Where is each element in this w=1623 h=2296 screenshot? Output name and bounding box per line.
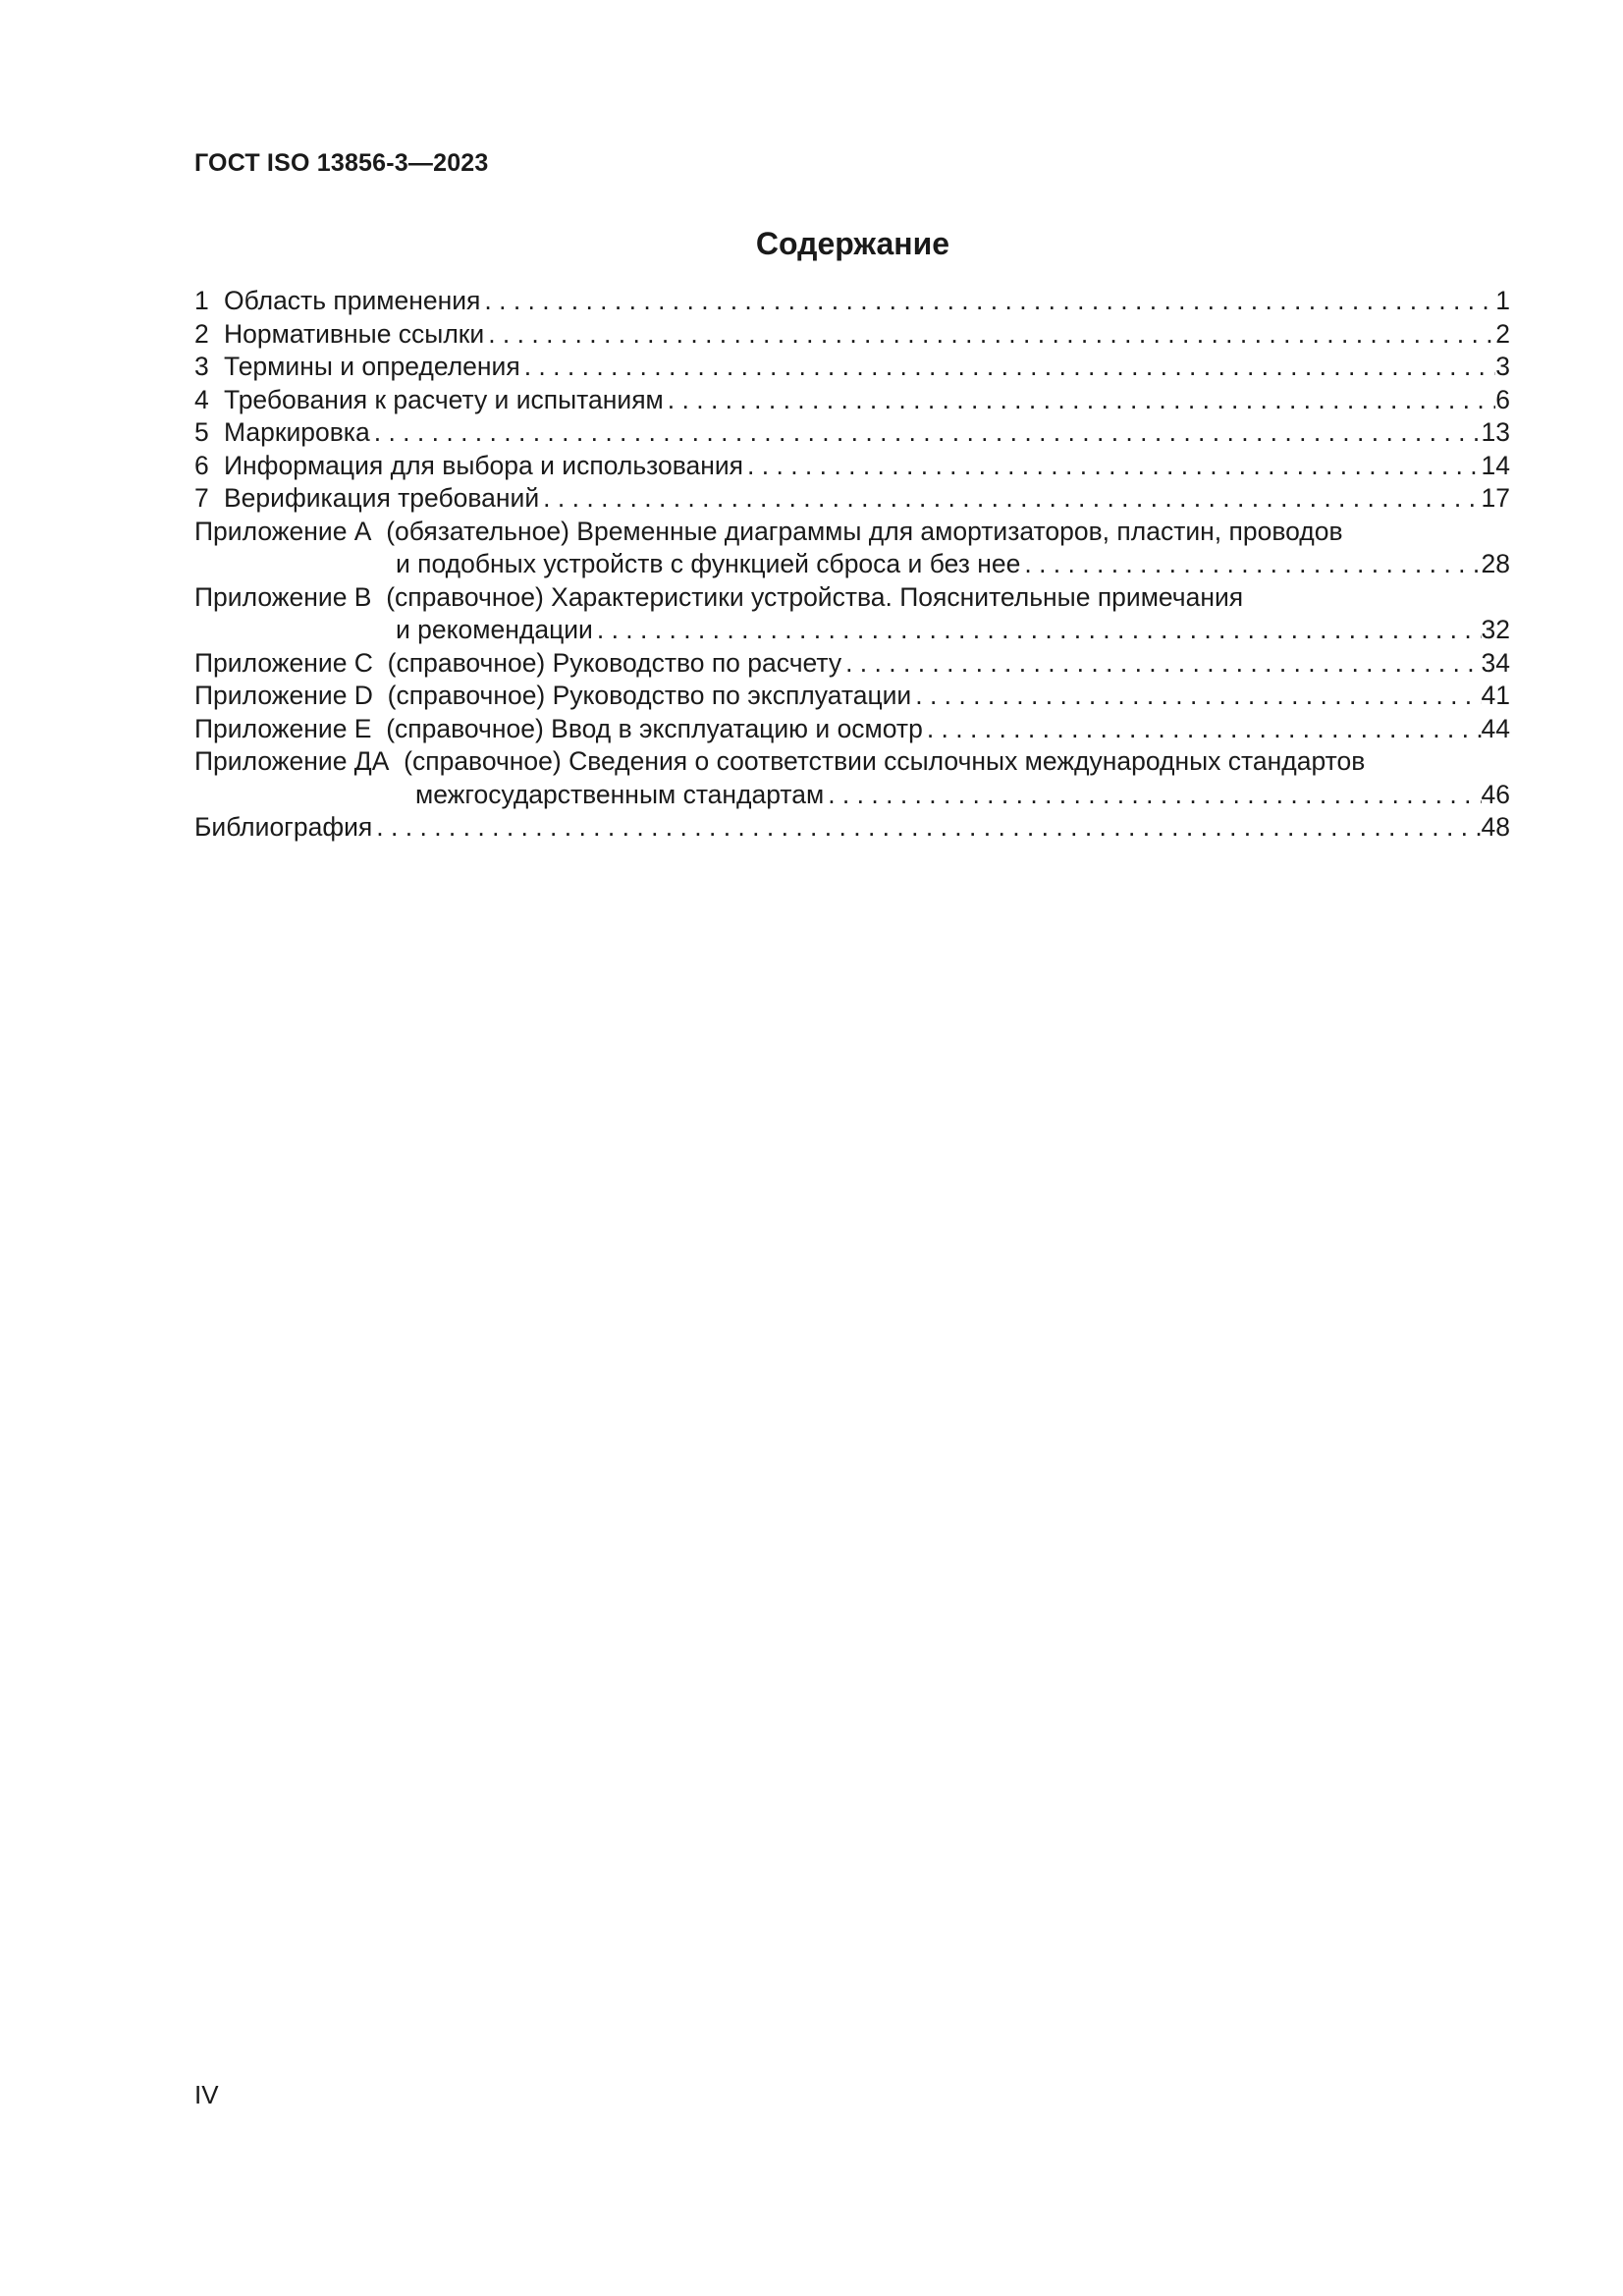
toc-entry-number: 6	[194, 450, 209, 480]
toc-entry-page: 32	[1481, 615, 1510, 644]
leader-dots	[1020, 548, 1481, 581]
annex-title: (справочное) Руководство по расчету	[387, 647, 842, 678]
toc-annex-b-line2[interactable]	[194, 614, 1510, 647]
leader-dots	[539, 482, 1481, 516]
toc-annex-a-line2[interactable]	[194, 548, 1510, 581]
leader-dots	[923, 713, 1482, 746]
toc-entry-label: Нормативные ссылки	[224, 318, 485, 349]
leader-dots	[664, 384, 1495, 417]
toc-entry-4[interactable]	[194, 384, 1510, 417]
page-title: Содержание	[755, 226, 950, 261]
table-of-contents	[194, 285, 1510, 845]
leader-dots	[743, 450, 1481, 483]
toc-entry-page: 28	[1481, 549, 1510, 578]
toc-entry-number: 4	[194, 384, 209, 414]
leader-dots	[520, 351, 1496, 384]
page-number: IV	[194, 2080, 219, 2109]
leader-dots	[911, 680, 1481, 713]
toc-entry-number: 2	[194, 318, 209, 349]
toc-entry-number: 5	[194, 417, 209, 447]
leader-dots	[484, 318, 1495, 352]
toc-entry-label: Информация для выбора и использования	[224, 450, 744, 480]
toc-entry-page: 1	[1495, 286, 1510, 315]
document-code: ГОСТ ISO 13856-3—2023	[194, 149, 489, 177]
toc-entry-page: 2	[1495, 318, 1510, 349]
toc-bibliography[interactable]	[194, 811, 1510, 845]
toc-entry-label: Верификация требований	[224, 483, 540, 513]
leader-dots	[370, 416, 1482, 450]
toc-entry-label: Область применения	[224, 286, 481, 315]
toc-entry-label: Требования к расчету и испытаниям	[224, 384, 664, 414]
toc-entry-label: Термины и определения	[224, 352, 520, 381]
annex-label: Приложение Е	[194, 713, 372, 743]
leader-dots	[593, 614, 1482, 647]
toc-entry-page: 17	[1481, 483, 1510, 513]
toc-entry-label: Маркировка	[224, 417, 370, 447]
toc-entry-3[interactable]	[194, 351, 1510, 384]
toc-entry-number: 3	[194, 352, 209, 381]
toc-annex-b-line1[interactable]	[194, 581, 1510, 615]
toc-annex-d[interactable]	[194, 680, 1510, 713]
annex-label: Приложение ДА	[194, 746, 390, 776]
toc-entry-5[interactable]	[194, 416, 1510, 450]
toc-entry-page: 34	[1481, 647, 1510, 678]
toc-entry-7[interactable]	[194, 482, 1510, 516]
leader-dots	[480, 285, 1495, 318]
annex-label: Приложение В	[194, 581, 372, 612]
toc-entry-page: 13	[1481, 417, 1510, 447]
leader-dots	[372, 811, 1481, 845]
annex-title: (справочное) Характеристики устройства. Пояснительные примечания	[386, 581, 1244, 612]
toc-annex-e[interactable]	[194, 713, 1510, 746]
annex-title: (обязательное) Временные диаграммы для амортизаторов, пластин, проводов	[386, 516, 1343, 546]
leader-dots	[824, 779, 1481, 812]
annex-title-continued: и подобных устройств с функцией сброса и без нее	[396, 549, 1021, 578]
toc-entry-1[interactable]	[194, 285, 1510, 318]
toc-entry-page: 48	[1481, 812, 1510, 842]
annex-title-continued: и рекомендации	[396, 615, 593, 644]
toc-entry-page: 41	[1481, 681, 1510, 710]
toc-annex-a-line1[interactable]	[194, 516, 1510, 549]
toc-annex-c[interactable]	[194, 647, 1510, 681]
leader-dots	[841, 647, 1481, 681]
toc-entry-number: 7	[194, 483, 209, 513]
annex-label: Приложение А	[194, 516, 372, 546]
toc-entry-6[interactable]	[194, 450, 1510, 483]
annex-title: (справочное) Сведения о соответствии ссылочных международных стандартов	[404, 746, 1366, 776]
toc-entry-2[interactable]	[194, 318, 1510, 352]
annex-title: (справочное) Руководство по эксплуатации	[387, 681, 912, 710]
toc-entry-page: 44	[1481, 713, 1510, 743]
toc-entry-page: 3	[1495, 352, 1510, 381]
toc-annex-da-line1[interactable]	[194, 745, 1510, 779]
annex-title-continued: межгосударственным стандартам	[415, 779, 825, 809]
toc-entry-page: 6	[1495, 384, 1510, 414]
toc-annex-da-line2[interactable]	[194, 779, 1510, 812]
toc-entry-label: Библиография	[194, 812, 373, 842]
toc-entry-page: 46	[1481, 779, 1510, 809]
toc-entry-number: 1	[194, 286, 209, 315]
annex-label: Приложение D	[194, 681, 373, 710]
annex-title: (справочное) Ввод в эксплуатацию и осмотр	[386, 713, 923, 743]
toc-entry-page: 14	[1481, 450, 1510, 480]
annex-label: Приложение С	[194, 647, 373, 678]
